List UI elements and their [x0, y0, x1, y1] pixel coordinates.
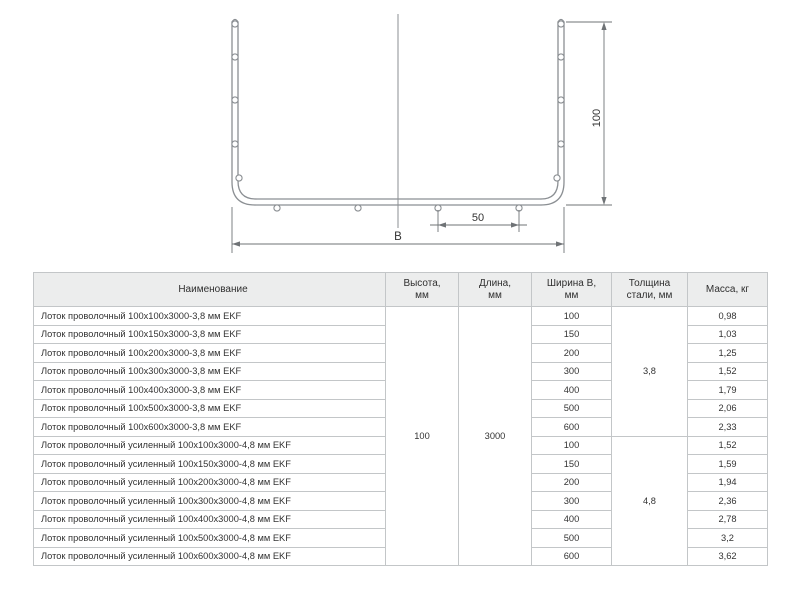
cell-name: Лоток проволочный усиленный 100х600х3000-4,8 мм EKF	[34, 547, 386, 566]
col-header-width-line1: Ширина В,	[546, 277, 597, 289]
cell-name: Лоток проволочный усиленный 100х200х3000-4,8 мм EKF	[34, 473, 386, 492]
cell-width: 150	[532, 455, 612, 474]
cell-mass: 1,94	[688, 473, 768, 492]
col-header-thickness-line2: стали, мм	[626, 289, 673, 301]
cell-thickness-merged-2: 4,8	[612, 436, 688, 566]
cell-name: Лоток проволочный 100х600х3000-3,8 мм EKF	[34, 418, 386, 437]
table-header-row	[34, 273, 768, 307]
cell-width: 100	[532, 436, 612, 455]
cell-width: 400	[532, 381, 612, 400]
col-header-thickness-line1: Толщина	[628, 277, 671, 289]
col-header-name-label: Наименование	[178, 283, 248, 295]
cell-height-merged: 100	[386, 307, 459, 566]
cell-width: 500	[532, 529, 612, 548]
col-header-mass-label: Масса, кг	[705, 283, 750, 295]
cell-width: 300	[532, 492, 612, 511]
cell-mass: 2,78	[688, 510, 768, 529]
col-header-length	[459, 273, 532, 307]
col-header-width	[532, 273, 612, 307]
cell-width: 300	[532, 362, 612, 381]
cell-name: Лоток проволочный усиленный 100х300х3000-4,8 мм EKF	[34, 492, 386, 511]
cell-name: Лоток проволочный 100х300х3000-3,8 мм EKF	[34, 362, 386, 381]
dim-pitch-label: 50	[471, 212, 485, 224]
cell-mass: 1,59	[688, 455, 768, 474]
cell-mass: 3,62	[688, 547, 768, 566]
cell-mass: 1,52	[688, 362, 768, 381]
cell-mass: 1,03	[688, 325, 768, 344]
cell-width: 500	[532, 399, 612, 418]
cell-length-merged: 3000	[459, 307, 532, 566]
col-header-width-line2: мм	[564, 289, 579, 301]
dim-height-label: 100	[591, 108, 603, 128]
specification-table-wrapper	[33, 272, 767, 566]
cell-name: Лоток проволочный усиленный 100х100х3000-4,8 мм EKF	[34, 436, 386, 455]
col-header-length-line2: мм	[488, 289, 502, 301]
col-header-thickness	[612, 273, 688, 307]
dim-width-label: B	[394, 231, 402, 243]
cell-mass: 1,25	[688, 344, 768, 363]
cell-mass: 1,52	[688, 436, 768, 455]
cell-name: Лоток проволочный усиленный 100х150х3000-4,8 мм EKF	[34, 455, 386, 474]
cell-mass: 0,98	[688, 307, 768, 326]
table-row	[34, 307, 768, 326]
table-head	[34, 273, 768, 307]
cell-width: 200	[532, 473, 612, 492]
cell-name: Лоток проволочный 100х400х3000-3,8 мм EKF	[34, 381, 386, 400]
col-header-height	[386, 273, 459, 307]
col-header-height-line1: Высота,	[403, 277, 441, 289]
cell-name: Лоток проволочный усиленный 100х500х3000-4,8 мм EKF	[34, 529, 386, 548]
cell-width: 100	[532, 307, 612, 326]
cell-mass: 2,06	[688, 399, 768, 418]
cell-thickness-merged-1: 3,8	[612, 307, 688, 437]
cell-mass: 2,33	[688, 418, 768, 437]
cell-name: Лоток проволочный 100х200х3000-3,8 мм EKF	[34, 344, 386, 363]
col-header-mass	[688, 273, 768, 307]
cell-width: 200	[532, 344, 612, 363]
cell-mass: 1,79	[688, 381, 768, 400]
cell-width: 400	[532, 510, 612, 529]
cell-width: 150	[532, 325, 612, 344]
col-header-name	[34, 273, 386, 307]
cell-name: Лоток проволочный 100х150х3000-3,8 мм EKF	[34, 325, 386, 344]
cell-mass: 2,36	[688, 492, 768, 511]
table-body	[34, 307, 768, 566]
specification-table	[33, 272, 768, 566]
cell-mass: 3,2	[688, 529, 768, 548]
cell-name: Лоток проволочный 100х500х3000-3,8 мм EKF	[34, 399, 386, 418]
product-drawing	[0, 0, 800, 268]
cell-width: 600	[532, 547, 612, 566]
cell-name: Лоток проволочный 100х100х3000-3,8 мм EKF	[34, 307, 386, 326]
col-header-length-line1: Длина,	[478, 277, 512, 289]
cell-name: Лоток проволочный усиленный 100х400х3000-4,8 мм EKF	[34, 510, 386, 529]
col-header-height-line2: мм	[415, 289, 429, 301]
cell-width: 600	[532, 418, 612, 437]
